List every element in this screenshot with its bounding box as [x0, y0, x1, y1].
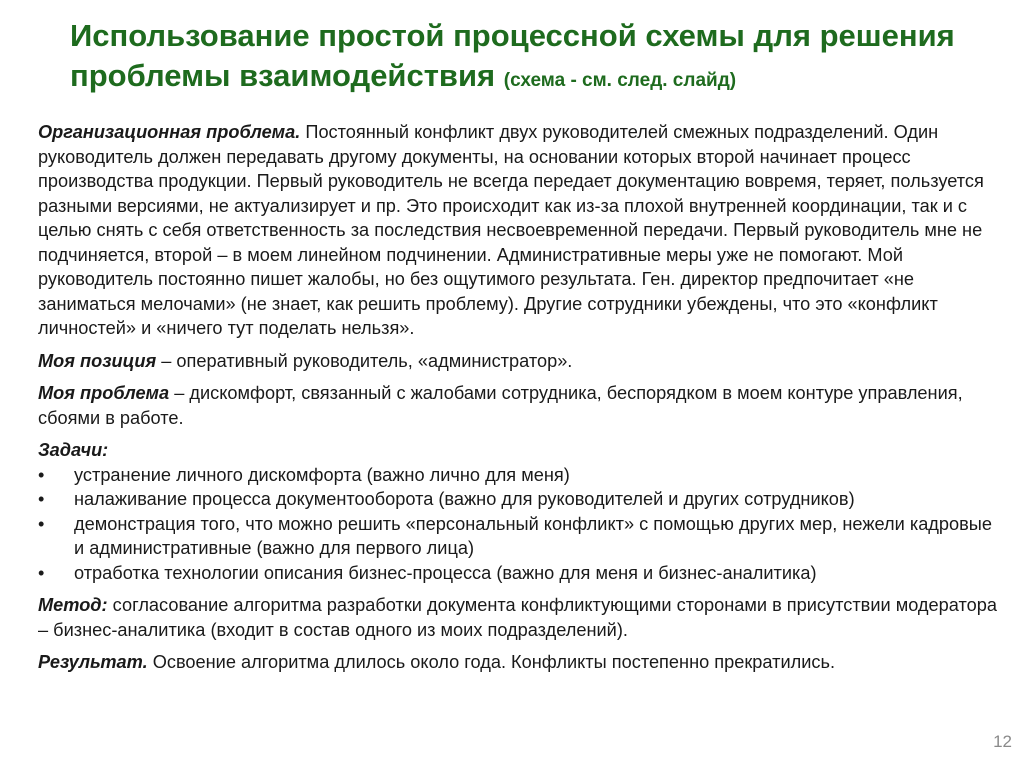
list-item	[38, 561, 1003, 586]
page-number: 12	[993, 732, 1012, 751]
bullet-icon: •	[38, 464, 45, 485]
problem-paragraph	[38, 120, 1003, 341]
method-text: согласование алгоритма разработки документа конфликтующими сторонами в присутствии модератора – бизнес-аналитика (входит в состав одного из моих подразделений).	[38, 595, 997, 640]
bullet-icon: •	[38, 489, 45, 509]
bullet-icon: •	[38, 513, 45, 534]
list-item	[38, 463, 1003, 488]
result-label: Результат.	[38, 652, 148, 672]
task-text: устранение личного дискомфорта (важно лично для меня)	[74, 464, 570, 485]
task-text: налаживание процесса документооборота (важно для руководителей и других сотрудников)	[74, 489, 855, 509]
position-text: – оперативный руководитель, «администратор».	[161, 350, 573, 371]
result-paragraph	[38, 650, 1003, 675]
method-paragraph	[38, 593, 1003, 642]
my-problem-text: – дискомфорт, связанный с жалобами сотрудника, беспорядком в моем контуре управления, сбоями в работе.	[38, 383, 963, 428]
problem-text: Постоянный конфликт двух руководителей смежных подразделений. Один руководитель должен передавать другому документы, на основании которых второй начинает процесс производства продукции. Первый руководитель не всегда передает документацию вовремя, теряет, пользуется разными версиями, не актуализирует и пр. Это происходит как из-за плохой внутренней координации, так и с целью снять с себя ответственность за последствия несвоевременной передачи. Первый руководитель мне не подчиняется, второй – в моем линейном подчинении. Административные меры уже не помогают. Мой руководитель постоянно пишет жалобы, но без ощутимого результата. Ген. директор предпочитает «не заниматься мелочами» (не знает, как решить проблему). Другие сотрудники убеждены, что это «конфликт личностей» и «ничего тут поделать нельзя».	[38, 122, 984, 338]
my-problem-label: Моя проблема	[38, 383, 170, 403]
position-label: Моя позиция	[38, 350, 157, 371]
tasks-list	[38, 463, 1003, 586]
slide-body	[38, 120, 1003, 683]
slide-title	[70, 16, 1000, 101]
problem-label: Организационная проблема.	[38, 122, 301, 142]
slide-title-note: (схема - см. след. слайд)	[503, 70, 737, 91]
result-text: Освоение алгоритма длилось около года. Конфликты постепенно прекратились.	[152, 652, 836, 672]
slide-title-main: Использование простой процессной схемы для решения проблемы взаимодействия	[70, 18, 955, 93]
tasks-section	[38, 438, 1003, 585]
bullet-icon: •	[38, 562, 45, 583]
list-item	[38, 512, 1003, 561]
position-paragraph	[38, 349, 1003, 374]
method-label: Метод:	[38, 595, 108, 615]
tasks-label: Задачи:	[38, 440, 109, 460]
task-text: отработка технологии описания бизнес-процесса (важно для меня и бизнес-аналитика)	[74, 562, 817, 583]
my-problem-paragraph	[38, 381, 1003, 430]
list-item	[38, 487, 1003, 512]
task-text: демонстрация того, что можно решить «персональный конфликт» с помощью других мер, нежели кадровые и административные (важно для первого лица)	[74, 513, 992, 558]
